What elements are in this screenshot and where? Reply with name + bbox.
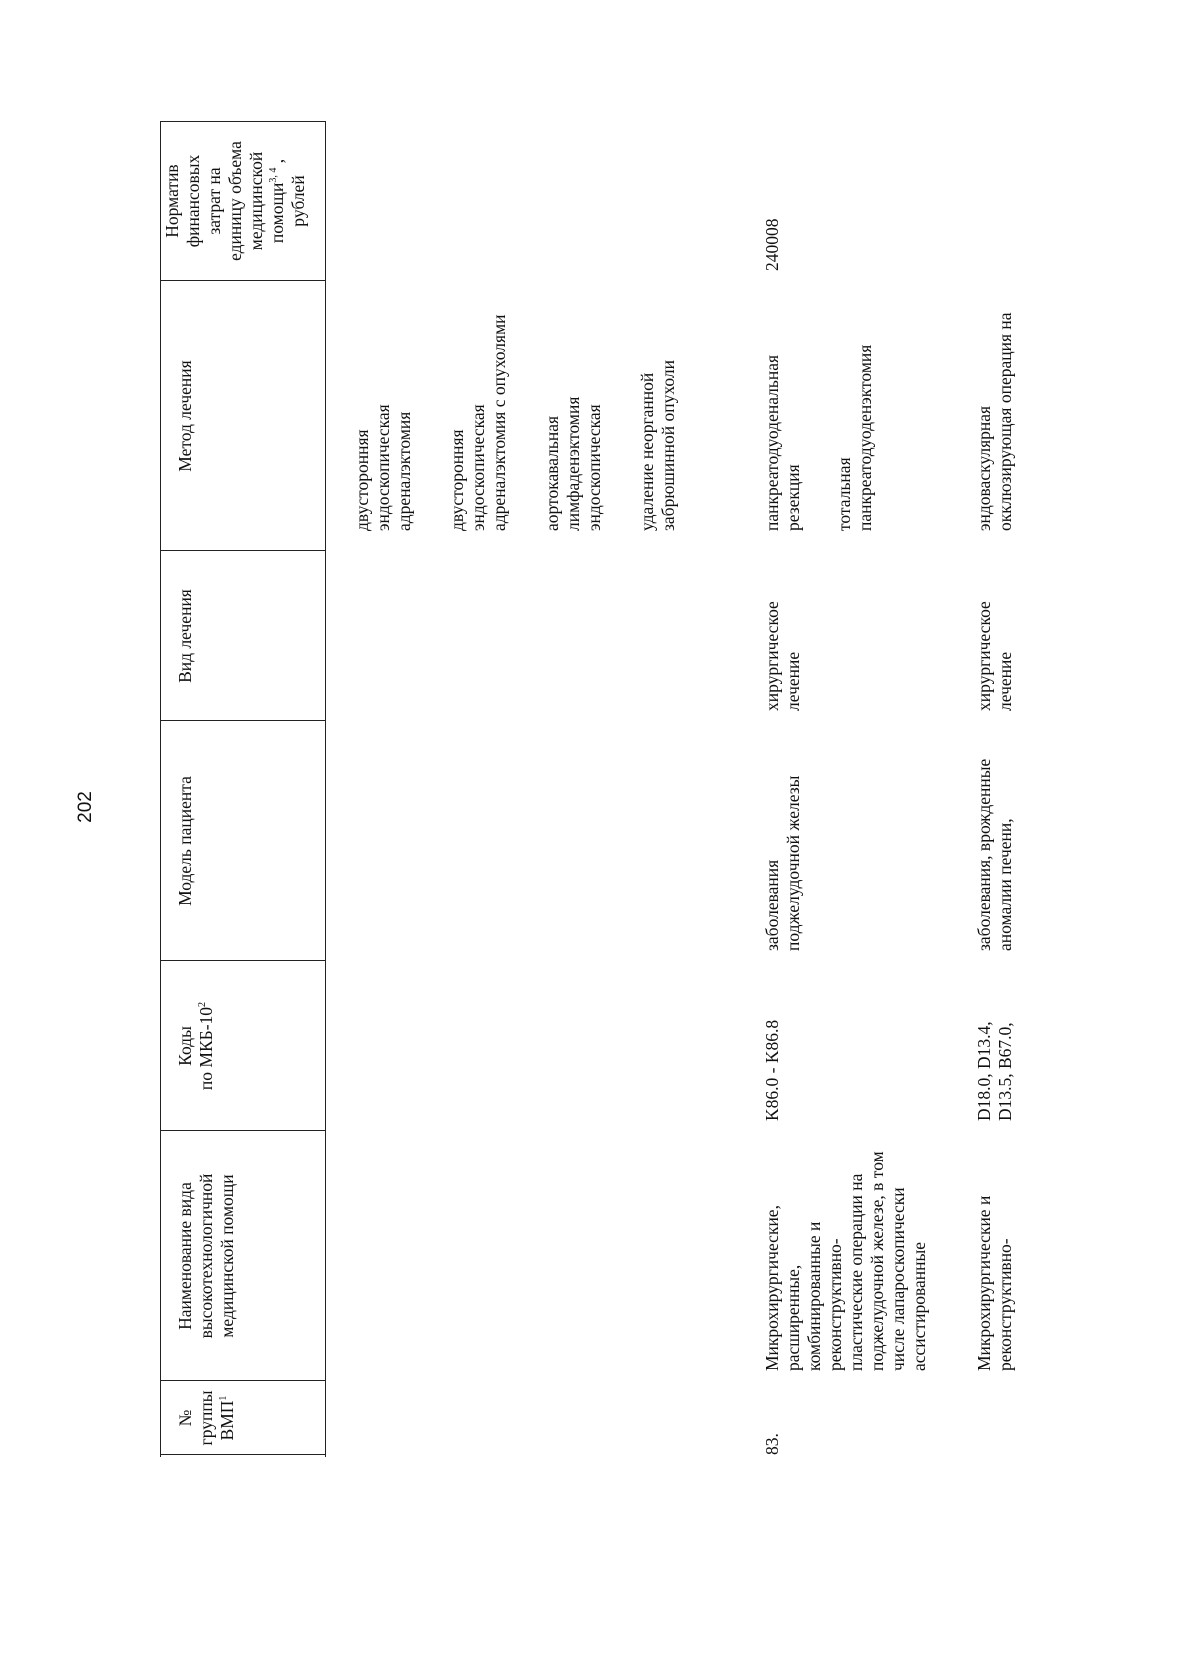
header-group-no: № группы ВМП$^1$ xyxy=(175,1390,237,1446)
row-model: заболевания, врожденные аномалии печени, xyxy=(974,758,1015,951)
method-item: эндоваскулярная окклюзирующая операция на xyxy=(974,312,1015,531)
method-item: аортокавальная лимфаденэктомия эндоскопическая xyxy=(542,396,604,531)
row-type: хирургическое лечение xyxy=(974,601,1015,711)
table-top-border xyxy=(160,121,161,1457)
row-name: Микрохирургические, расширенные, комбинированные и реконструктивно- пластические операции на поджелудочной железе, в том числе лапароскопически ассистированные xyxy=(762,1151,929,1371)
header-model: Модель пациента xyxy=(175,776,195,906)
header-method: Метод лечения xyxy=(175,360,195,472)
header-type: Вид лечения xyxy=(175,589,195,683)
header-codes: Коды по МКБ-$10^2$ xyxy=(175,1001,216,1091)
row-number: 83. xyxy=(762,1433,782,1455)
rotated-page xyxy=(0,141,1200,1677)
method-item: тотальная панкреатодуоденэктомия xyxy=(834,344,875,531)
method-item: двусторонняя эндоскопическая адреналэктомия с опухолями xyxy=(447,314,509,531)
header-name: Наименование вида высокотехнологичной медицинской помощи xyxy=(175,1173,237,1339)
row-model: заболевания поджелудочной железы xyxy=(762,775,803,951)
method-item: панкреатодуоденальная резекция xyxy=(762,354,803,531)
header-cost: Норматив финансовых затрат на единицу объема медицинской помощи$^{3, 4}$ , рублей xyxy=(162,141,308,261)
row-name: Микрохирургические и реконструктивно- xyxy=(974,1195,1015,1371)
row-cost: 240008 xyxy=(762,218,782,271)
row-type: хирургическое лечение xyxy=(762,601,803,711)
header-bottom-border xyxy=(325,121,326,1457)
method-item: двусторонняя эндоскопическая адреналэктомия xyxy=(352,404,414,531)
row-codes: K86.0 - K86.8 xyxy=(762,1019,782,1121)
method-item: удаление неорганной забрюшинной опухоли xyxy=(637,359,678,531)
page-number: 202 xyxy=(75,791,96,823)
row-codes: D18.0, D13.4, D13.5, B67.0, xyxy=(974,1021,1015,1121)
